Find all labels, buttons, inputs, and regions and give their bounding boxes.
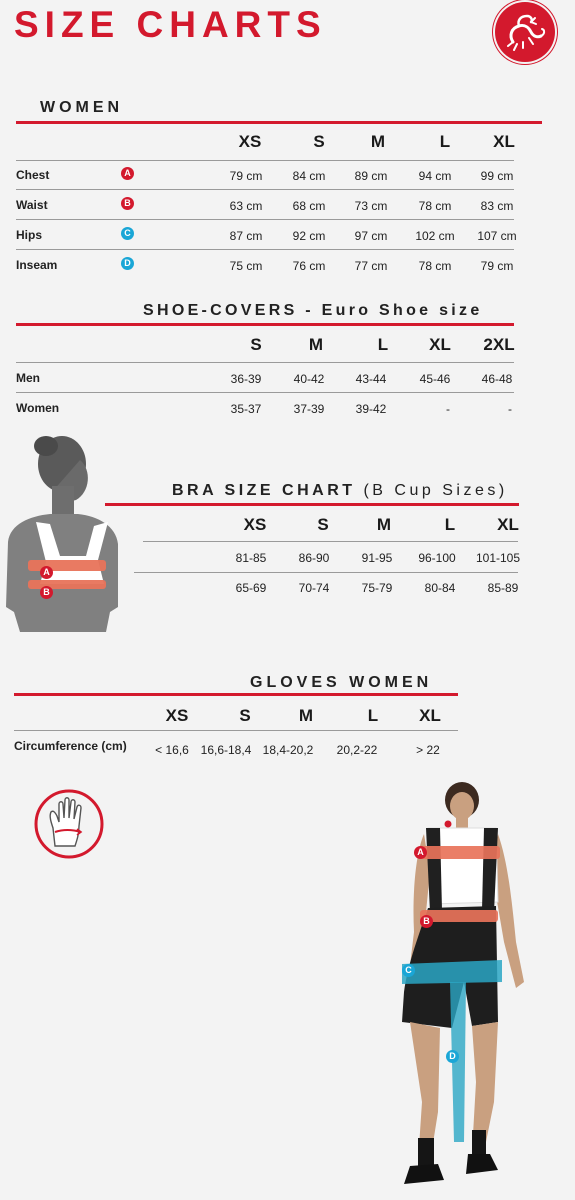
women-size-xs: XS [238,132,262,151]
bra-badge-a: A [40,566,53,579]
row-label-hips: Hips [16,228,43,242]
table-cell: - [508,402,512,416]
gloves-size-xs: XS [165,706,189,725]
row-label-waist: Waist [16,198,48,212]
table-cell: 97 cm [354,229,388,243]
row-divider [16,160,514,161]
table-cell: 39-42 [355,402,387,416]
bra-figure-illustration [0,432,125,642]
badge-b: B [121,197,134,210]
table-cell: 45-46 [419,372,451,386]
model-bibshorts-illustration [380,782,530,1194]
women-section-title: WOMEN [40,99,124,116]
women-size-l: L [439,132,451,151]
shoe-size-s: S [250,335,262,354]
table-cell: 70-74 [298,581,330,595]
table-cell: 78 cm [418,199,452,213]
table-cell: 96-100 [418,551,456,565]
table-cell: 35-37 [230,402,262,416]
bra-size-s: S [317,515,329,534]
table-cell: 99 cm [480,169,514,183]
model-badge-b: B [420,915,433,928]
table-cell: 79 cm [480,259,514,273]
row-divider [16,189,514,190]
gloves-size-m: M [298,706,314,725]
table-cell: 76 cm [292,259,326,273]
row-label-men: Men [16,371,40,385]
gloves-size-xl: XL [419,706,441,725]
gloves-section-title: GLOVES WOMEN [250,674,433,691]
bra-size-xl: XL [497,515,519,534]
gloves-size-l: L [367,706,379,725]
shoe-size-xl: XL [429,335,451,354]
table-cell: 63 cm [229,199,263,213]
gloves-size-s: S [239,706,251,725]
row-label-inseam: Inseam [16,258,58,272]
table-cell: 43-44 [355,372,387,386]
table-cell: 86-90 [298,551,330,565]
row-divider [16,249,514,250]
women-size-xl: XL [493,132,515,151]
table-cell: 73 cm [354,199,388,213]
row-divider [143,541,518,542]
table-cell: 75-79 [361,581,393,595]
table-cell: 36-39 [230,372,262,386]
shoe-size-m: M [308,335,324,354]
table-cell: < 16,6 [155,743,189,757]
table-cell: 92 cm [292,229,326,243]
table-cell: 94 cm [418,169,452,183]
table-cell: 107 cm [477,229,517,243]
table-cell: 16,6-18,4 [200,743,252,757]
table-cell: 102 cm [415,229,455,243]
bra-size-xs: XS [243,515,267,534]
table-cell: 77 cm [354,259,388,273]
row-label-women: Women [16,401,60,415]
table-cell: > 22 [416,743,440,757]
bra-size-m: M [376,515,392,534]
table-cell: 46-48 [481,372,513,386]
table-cell: 37-39 [293,402,325,416]
table-cell: 80-84 [424,581,456,595]
table-cell: 79 cm [229,169,263,183]
table-cell: 18,4-20,2 [262,743,314,757]
model-badge-d: D [446,1050,459,1063]
row-divider [14,730,458,731]
model-badge-a: A [414,846,427,859]
table-cell: 91-95 [361,551,393,565]
table-cell: 20,2-22 [336,743,378,757]
women-title-rule [16,121,542,124]
page-title: SIZE CHARTS [14,4,327,45]
gloves-title-rule [14,693,458,696]
table-cell: 85-89 [487,581,519,595]
women-size-s: S [313,132,325,151]
table-cell: 78 cm [418,259,452,273]
bra-subtitle: (B Cup Sizes) [363,482,508,499]
shoe-covers-title-rule [16,323,514,326]
scorpion-logo-icon [495,2,555,62]
row-label-chest: Chest [16,168,50,182]
table-cell: 84 cm [292,169,326,183]
shoe-covers-section-title: SHOE-COVERS - Euro Shoe size [143,302,483,319]
table-cell: 89 cm [354,169,388,183]
women-size-m: M [370,132,386,151]
table-cell: 40-42 [293,372,325,386]
shoe-size-2xl: 2XL [483,335,515,354]
table-cell: 101-105 [475,551,521,565]
table-cell: 68 cm [292,199,326,213]
shoe-size-l: L [377,335,389,354]
table-cell: 83 cm [480,199,514,213]
bra-size-l: L [444,515,456,534]
table-cell: 87 cm [229,229,263,243]
badge-c: C [121,227,134,240]
table-cell: 65-69 [235,581,267,595]
row-divider [16,392,514,393]
table-cell: 81-85 [235,551,267,565]
bra-section-title [172,482,508,500]
badge-a: A [121,167,134,180]
table-cell: 75 cm [229,259,263,273]
hand-measure-icon [33,788,105,860]
bra-title-rule [105,503,519,506]
model-badge-c: C [402,964,415,977]
table-cell: - [446,402,450,416]
row-divider [134,572,518,573]
badge-d: D [121,257,134,270]
row-divider [16,362,514,363]
row-divider [16,219,514,220]
bra-badge-b: B [40,586,53,599]
row-label-circumference: Circumference (cm) [14,739,127,753]
bra-title: BRA SIZE CHART [172,482,356,499]
